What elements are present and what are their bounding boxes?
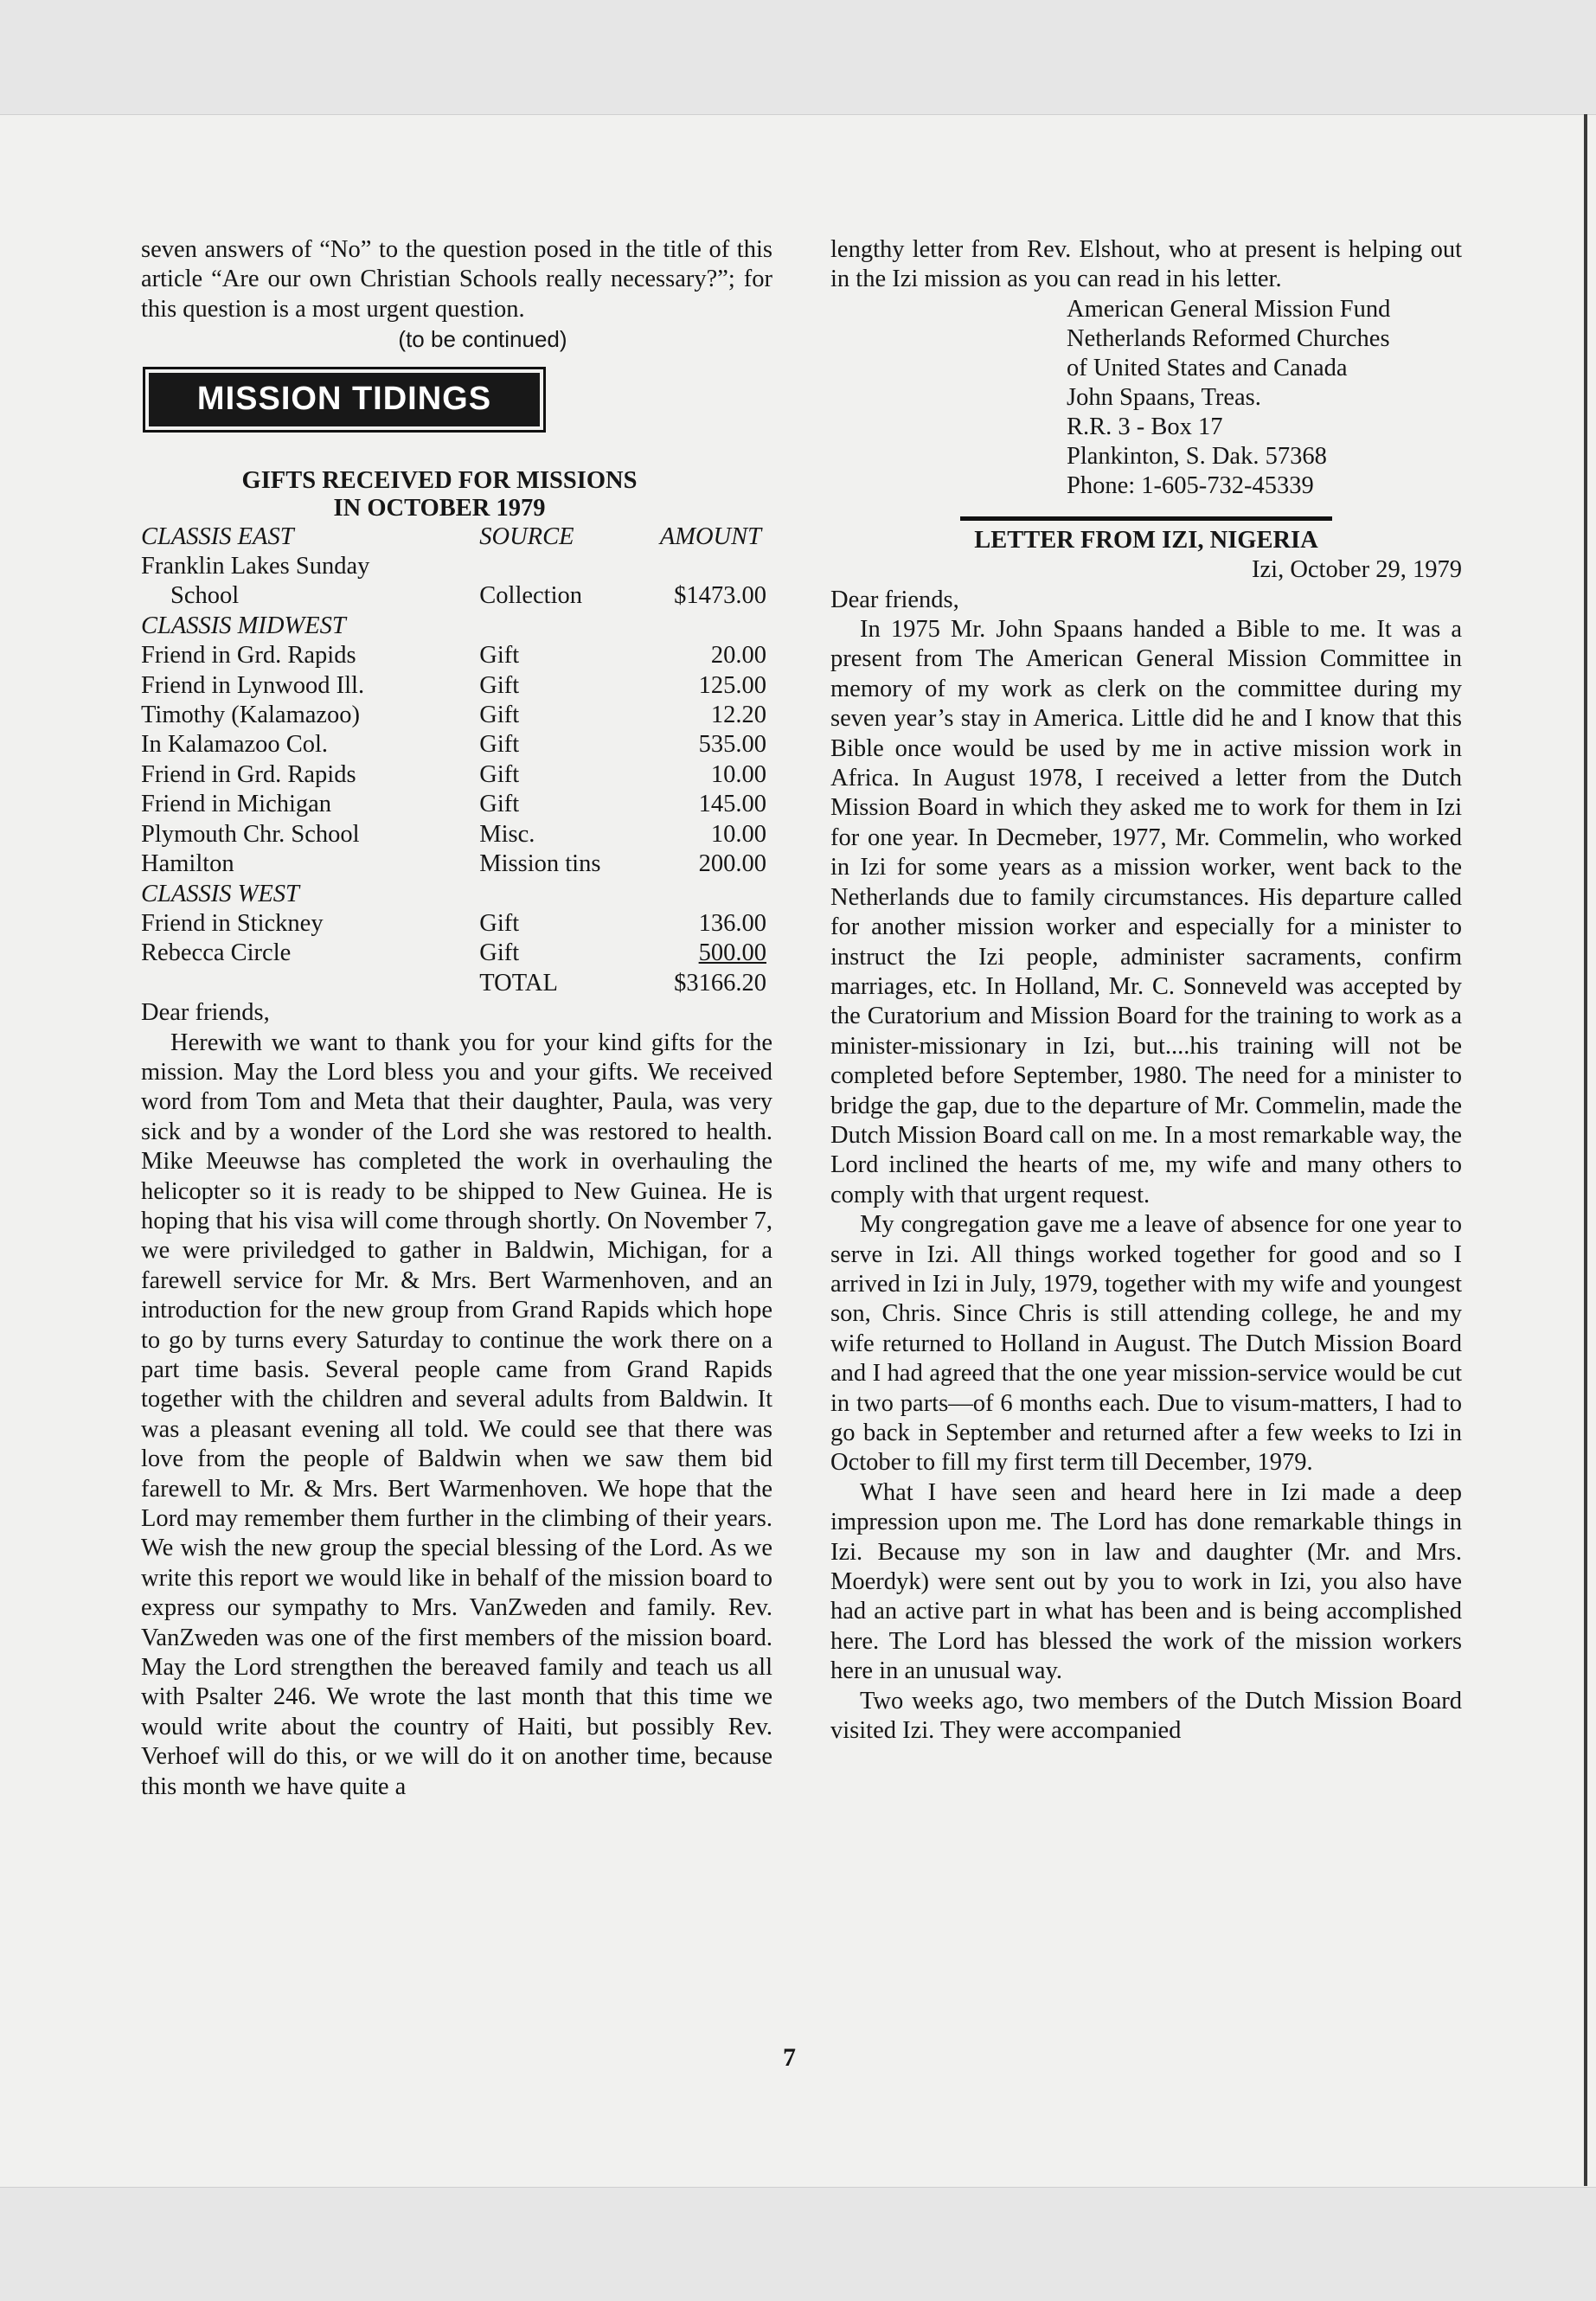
- gifts-table: [141, 522, 766, 999]
- classis-west-heading: [141, 880, 766, 909]
- mission-tidings-banner: [143, 367, 546, 433]
- address-line: American General Mission Fund: [1067, 295, 1391, 323]
- right-column: [830, 235, 1462, 1746]
- address-line: of United States and Canada: [1067, 354, 1348, 381]
- donor-amount: 535.00: [698, 731, 766, 759]
- donor-source: Gift: [479, 731, 520, 759]
- donor-source: Gift: [479, 671, 520, 699]
- address-block: [1067, 295, 1462, 501]
- table-row: [141, 730, 766, 760]
- gifts-title-line1: GIFTS RECEIVED FOR MISSIONS: [241, 466, 638, 494]
- classis-label: CLASSIS MIDWEST: [141, 612, 346, 639]
- address-line: John Spaans, Treas.: [1067, 383, 1261, 411]
- total-row: [141, 969, 766, 998]
- donor-source: Gift: [479, 939, 520, 967]
- table-row: [141, 552, 766, 581]
- banner-text: MISSION TIDINGS: [149, 373, 540, 426]
- page-edge: [1584, 114, 1587, 2186]
- classis-label: CLASSIS WEST: [141, 880, 299, 907]
- table-row: [141, 760, 766, 790]
- donor-source: Gift: [479, 642, 520, 670]
- left-salutation: Dear friends,: [141, 999, 270, 1027]
- table-row: [141, 849, 766, 879]
- donor-source: Gift: [479, 791, 520, 818]
- letter-title: LETTER FROM IZI, NIGERIA: [974, 526, 1318, 554]
- donor-source: Mission tins: [479, 850, 601, 878]
- letter-paragraph-4: Two weeks ago, two members of the Dutch Mission Board visited Izi. They were accompanied: [830, 1687, 1462, 1745]
- address-line: Phone: 1-605-732-45339: [1067, 471, 1314, 499]
- donor-name: School: [170, 582, 240, 610]
- donor-name: Rebecca Circle: [141, 939, 292, 967]
- intro-paragraph: seven answers of “No” to the question posed in the title of this article “Are our own Christian Schools really necessary?”; for this question is a most urgent question.: [141, 236, 772, 323]
- right-intro-paragraph: lengthy letter from Rev. Elshout, who at present is helping out in the Izi mission as you can read in his letter.: [830, 236, 1462, 293]
- table-row: [141, 581, 766, 611]
- letter-paragraph-3: What I have seen and heard here in Izi made a deep impression upon me. The Lord has done remarkable things in Izi. Because my son in law and daughter (Mr. and Mrs. Moerdyk) were sent out by you to work in Izi, you also have had an active part in what has been and is being accomplished here. The Lord has blessed the work of the mission workers here in an unusual way.: [830, 1478, 1462, 1685]
- donor-amount: 145.00: [698, 791, 766, 818]
- letter-paragraph-2: My congregation gave me a leave of absence for one year to serve in Izi. All things worked together for good and so I arrived in Izi in July, 1979, together with my wife and youngest son, Chris. Since Chris is still attending college, he and my wife returned to Holland in August. The Dutch Mission Board and I had agreed that the one year mission-service would be cut in two parts—of 6 months each. Due to visum-matters, I had to go back in September and returned after a few weeks to Izi in October to fill my first term till December, 1979.: [830, 1211, 1462, 1477]
- letter-salutation: Dear friends,: [830, 586, 959, 613]
- address-line: Plankinton, S. Dak. 57368: [1067, 442, 1327, 470]
- left-body-paragraph: Herewith we want to thank you for your kind gifts for the mission. May the Lord bless you and your gifts. We received word from Tom and Meta that their daughter, Paula, was very sick and by a wonder of the Lord she was restored to health. Mike Meeuwse has completed the work in overhauling the helicopter so it is ready to be shipped to New Guinea. He is hoping that his visa will come through shortly. On November 7, we were priviledged to gather in Baldwin, Michigan, for a farewell service for Mr. & Mrs. Bert Warmenhoven, and an introduction for the new group from Grand Rapids which hope to go by turns every Saturday to continue the work there on a part time basis. Several people came from Grand Rapids together with the children and several adults from Baldwin. It was a pleasant evening all told. We could see that there was love from the people of Baldwin when we saw them bid farewell to Mr. & Mrs. Bert Warmenhoven. We hope that the Lord may remember them further in the climbing of their years. We wish the new group the special blessing of the Lord. As we write this report we would like in behalf of the mission board to express our sympathy to Mrs. VanZweden and family. Rev. VanZweden was one of the first members of the mission board. May the Lord strengthen the bereaved family and teach us all with Psalter 246. We wrote the last month that this time we would write about the country of Haiti, but possibly Rev. Verhoef will do this, or we will do it on another time, because this month we have quite a: [141, 1029, 772, 1800]
- section-rule: [960, 516, 1332, 521]
- donor-source: Gift: [479, 909, 520, 937]
- donor-source: Gift: [479, 760, 520, 788]
- letter-dateline: Izi, October 29, 1979: [1252, 556, 1462, 584]
- classis-midwest-heading: [141, 612, 766, 641]
- left-column: [141, 235, 772, 1802]
- table-row: [141, 641, 766, 670]
- donor-amount: $1473.00: [674, 582, 766, 610]
- total-amount: $3166.20: [674, 969, 766, 997]
- gifts-title-line2: IN OCTOBER 1979: [333, 494, 546, 522]
- donor-source: Gift: [479, 702, 520, 729]
- header-amount: AMOUNT: [659, 522, 761, 550]
- to-be-continued: (to be continued): [398, 326, 567, 353]
- donor-amount: 20.00: [710, 642, 766, 670]
- donor-name: Friend in Lynwood Ill.: [141, 671, 365, 699]
- donor-name: Friend in Michigan: [141, 791, 332, 818]
- table-header-row: [141, 522, 766, 552]
- donor-name: Timothy (Kalamazoo): [141, 702, 361, 729]
- table-row: [141, 909, 766, 939]
- header-classis-east: CLASSIS EAST: [141, 522, 294, 550]
- table-row: [141, 671, 766, 701]
- table-row: [141, 939, 766, 968]
- address-line: R.R. 3 - Box 17: [1067, 413, 1223, 440]
- donor-name: Plymouth Chr. School: [141, 820, 360, 848]
- letter-paragraph-1: In 1975 Mr. John Spaans handed a Bible to me. It was a present from The American General Mission Committee in memory of my work as clerk on the committee during my seven year’s stay in America. Little did he and I know that this Bible once would be used by me in active mission work in Africa. In August 1978, I received a letter from the Dutch Mission Board in which they asked me to work for them in Izi for one year. In Decmeber, 1977, Mr. Commelin, who worked in Izi for some years as a mission worker, went back to the Netherlands due to family circumstances. His departure called for another mission worker and especially for a minister to instruct the Izi people, administer sacraments, confirm marriages, etc. In Holland, Mr. C. Sonneveld was accepted by the Curatorium and Mission Board for the training to work as a minister-missionary in Izi, but....his training will not be completed before September, 1980. The need for a minister to bridge the gap, due to the departure of Mr. Commelin, made the Dutch Mission Board call on me. In a most remarkable way, the Lord inclined the hearts of me, my wife and many others to comply with that urgent request.: [830, 616, 1462, 1208]
- address-line: Netherlands Reformed Churches: [1067, 324, 1390, 352]
- donor-name: Friend in Grd. Rapids: [141, 642, 356, 670]
- donor-amount: 10.00: [710, 820, 766, 848]
- donor-amount: 10.00: [710, 760, 766, 788]
- donor-source: Misc.: [479, 820, 535, 848]
- donor-name: In Kalamazoo Col.: [141, 731, 329, 759]
- donor-amount: 12.20: [710, 702, 766, 729]
- donor-amount: 136.00: [698, 909, 766, 937]
- total-label: TOTAL: [479, 969, 558, 997]
- gifts-title: [141, 467, 738, 522]
- page-number: 7: [783, 2043, 796, 2072]
- donor-amount: 125.00: [698, 671, 766, 699]
- table-row: [141, 790, 766, 819]
- donor-source: Collection: [479, 582, 582, 610]
- donor-name: Hamilton: [141, 850, 234, 878]
- donor-name: Friend in Grd. Rapids: [141, 760, 356, 788]
- donor-amount: 500.00: [698, 939, 766, 967]
- header-source: SOURCE: [479, 522, 574, 550]
- table-row: [141, 701, 766, 730]
- donor-name: Friend in Stickney: [141, 909, 324, 937]
- donor-amount: 200.00: [698, 850, 766, 878]
- table-row: [141, 820, 766, 849]
- donor-name: Franklin Lakes Sunday: [141, 553, 370, 580]
